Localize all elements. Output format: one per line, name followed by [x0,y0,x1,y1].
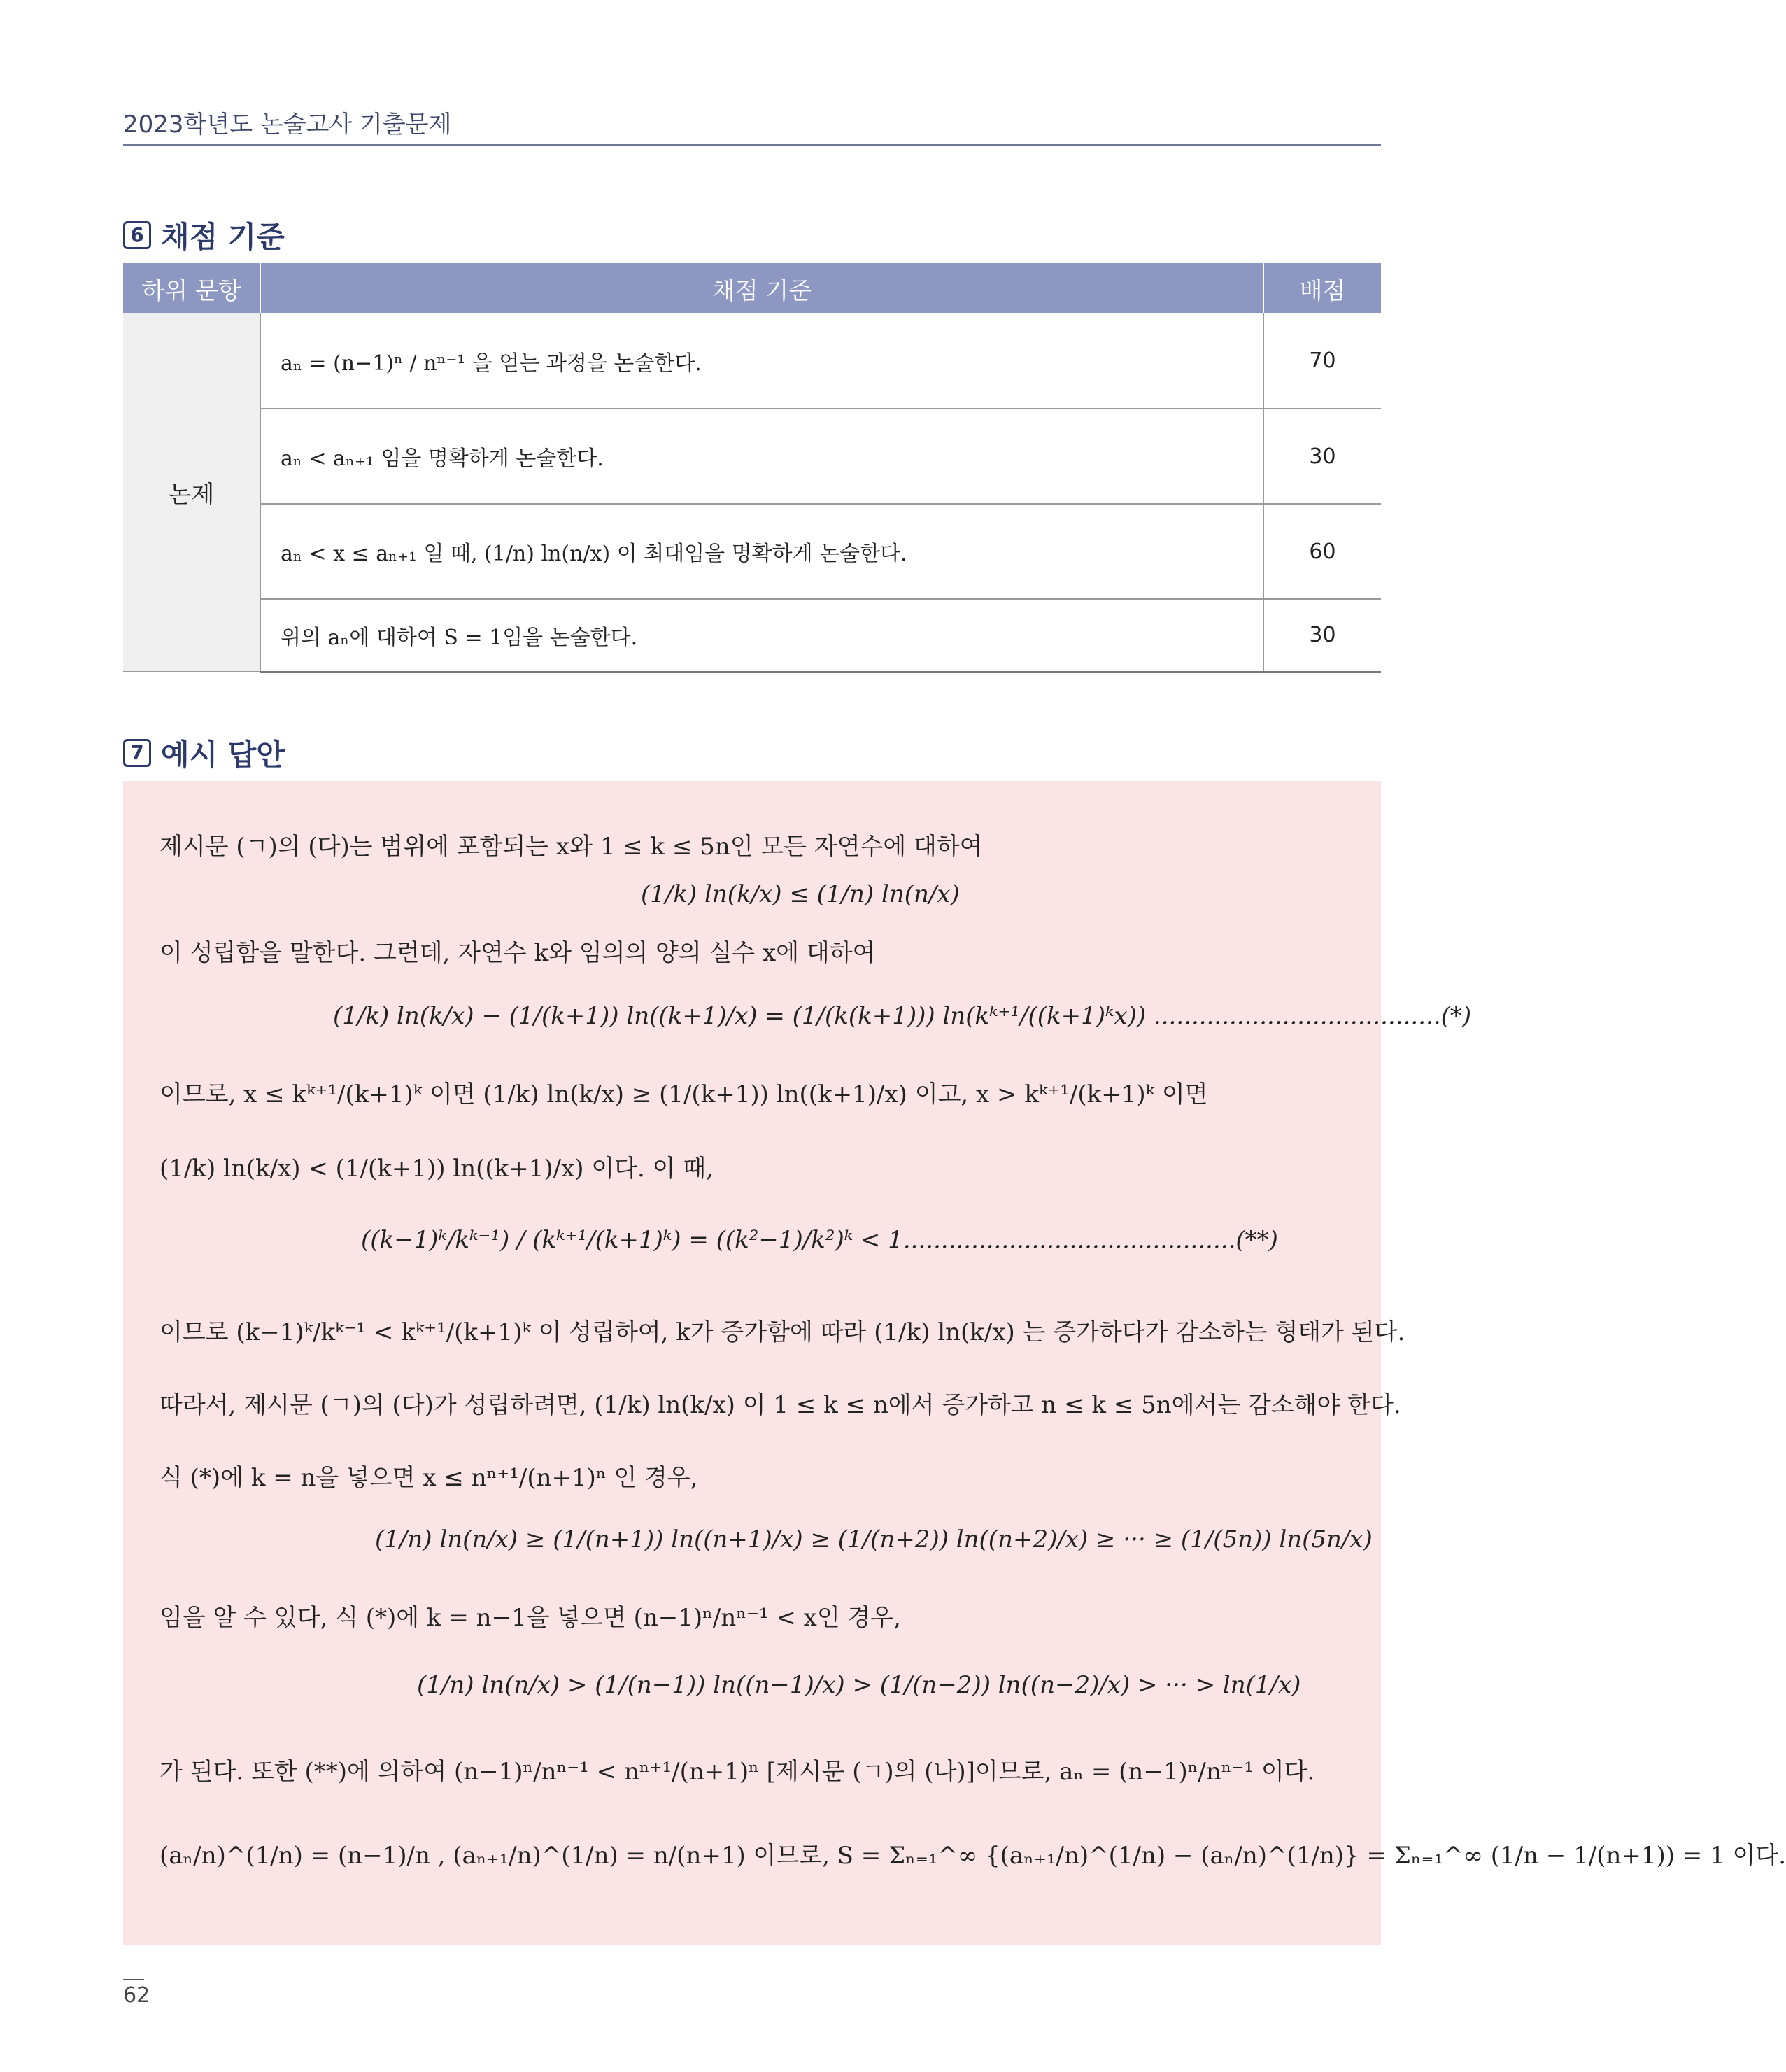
answer-line: (aₙ/n)^(1/n) = (n−1)/n , (aₙ₊₁/n)^(1/n) = n/(n+1) 이므로, S = Σₙ₌₁^∞ {(aₙ₊₁/n)^(1/n) − (aₙ/n)^(1/n)} = Σₙ₌₁^∞ (1/n − 1/(n+1)) = 1 이다. [160,1842,1786,1870]
score-cell: 30 [1263,409,1381,504]
criterion-cell: 위의 aₙ에 대하여 S = 1임을 논술한다. [260,599,1263,672]
table-row [123,599,1381,672]
answer-line: 이 성립함을 말한다. 그런데, 자연수 k와 임의의 양의 실수 x에 대하여 [160,939,876,967]
answer-formula: (1/n) ln(n/x) > (1/(n−1)) ln((n−1)/x) > (1/(n−2)) ln((n−2)/x) > ··· > ln(1/x) [417,1671,1301,1699]
page-number: 62 [123,1983,150,2008]
answer-line: 이므로, x ≤ kᵏ⁺¹/(k+1)ᵏ 이면 (1/k) ln(k/x) ≥ (1/(k+1)) ln((k+1)/x) 이고, x > kᵏ⁺¹/(k+1)ᵏ 이면 [160,1080,1208,1108]
answer-formula: ((k−1)ᵏ/kᵏ⁻¹) / (kᵏ⁺¹/(k+1)ᵏ) = ((k²−1)/k²)ᵏ < 1............................................(**) [361,1226,1278,1254]
answer-line: 가 된다. 또한 (**)에 의하여 (n−1)ⁿ/nⁿ⁻¹ < nⁿ⁺¹/(n+1)ⁿ [제시문 (ㄱ)의 (나)]이므로, aₙ = (n−1)ⁿ/nⁿ⁻¹ 이다. [160,1758,1315,1786]
table-row [123,409,1381,504]
footer-rule [123,1979,144,1980]
answer-line: 따라서, 제시문 (ㄱ)의 (다)가 성립하려면, (1/k) ln(k/x) 이 1 ≤ k ≤ n에서 증가하고 n ≤ k ≤ 5n에서는 감소해야 한다. [160,1391,1401,1419]
section-7-title [123,732,285,774]
section-number-badge: 6 [123,221,151,249]
grading-table [123,263,1381,673]
answer-line: 임을 알 수 있다, 식 (*)에 k = n−1을 넣으면 (n−1)ⁿ/nⁿ⁻¹ < x인 경우, [160,1604,901,1632]
section-number-badge: 7 [123,739,151,767]
header-criterion: 채점 기준 [260,263,1263,313]
score-cell: 70 [1263,313,1381,409]
answer-line: 식 (*)에 k = n을 넣으면 x ≤ nⁿ⁺¹/(n+1)ⁿ 인 경우, [160,1464,698,1492]
table-row [123,313,1381,409]
answer-formula: (1/k) ln(k/x) ≤ (1/n) ln(n/x) [641,880,960,908]
answer-formula: (1/n) ln(n/x) ≥ (1/(n+1)) ln((n+1)/x) ≥ (1/(n+2)) ln((n+2)/x) ≥ ··· ≥ (1/(5n)) ln(5n/x) [375,1525,1373,1553]
score-cell: 60 [1263,504,1381,599]
answer-line: (1/k) ln(k/x) < (1/(k+1)) ln((k+1)/x) 이다. 이 때, [160,1155,714,1183]
answer-line: 제시문 (ㄱ)의 (다)는 범위에 포함되는 x와 1 ≤ k ≤ 5n인 모든 자연수에 대하여 [160,833,983,861]
table-row [123,504,1381,599]
sample-answer-box [123,781,1786,1945]
answer-line: 이므로 (k−1)ᵏ/kᵏ⁻¹ < kᵏ⁺¹/(k+1)ᵏ 이 성립하여, k가 증가함에 따라 (1/k) ln(k/x) 는 증가하다가 감소하는 형태가 된다. [160,1318,1405,1346]
answer-formula: (1/k) ln(k/x) − (1/(k+1)) ln((k+1)/x) = (1/(k(k+1))) ln(kᵏ⁺¹/((k+1)ᵏx)) ......................................(*) [333,1002,1472,1030]
header-subitem: 하위 문항 [123,263,260,313]
header-rule [123,144,1381,146]
page-header: 2023학년도 논술고사 기출문제 [123,111,452,139]
criterion-cell: aₙ < x ≤ aₙ₊₁ 일 때, (1/n) ln(n/x) 이 최대임을 명확하게 논술한다. [260,504,1263,599]
criterion-cell: aₙ = (n−1)ⁿ / nⁿ⁻¹ 을 얻는 과정을 논술한다. [260,313,1263,409]
criterion-cell: aₙ < aₙ₊₁ 임을 명확하게 논술한다. [260,409,1263,504]
section-6-title [123,214,285,256]
score-cell: 30 [1263,599,1381,672]
header-score: 배점 [1263,263,1381,313]
section-title-text: 예시 답안 [161,738,285,772]
section-title-text: 채점 기준 [161,220,285,254]
subitem-cell: 논제 [123,313,260,672]
